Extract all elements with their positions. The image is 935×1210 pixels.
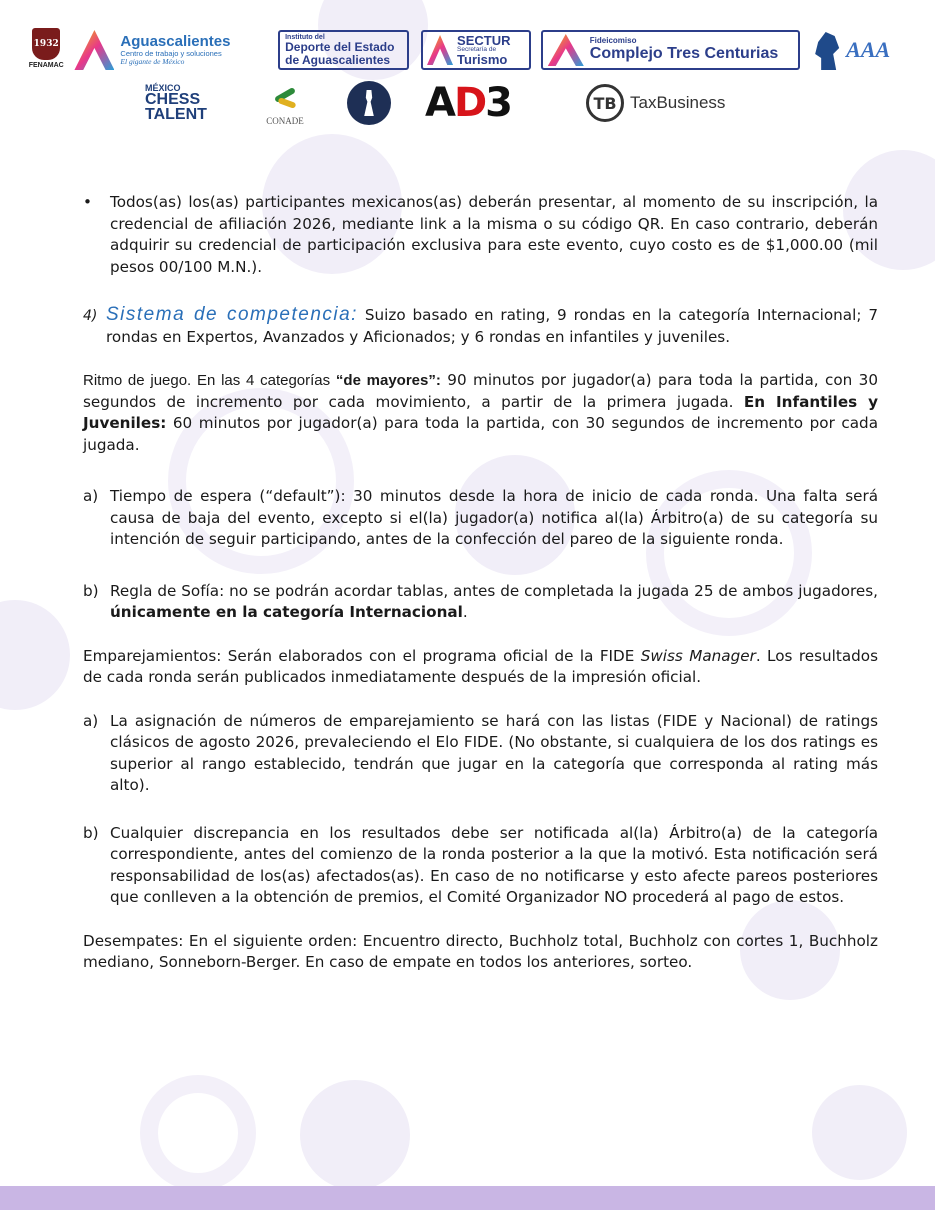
mct-line3: TALENT: [145, 106, 207, 124]
sectur-sub2: Turismo: [457, 52, 508, 68]
item-end: .: [462, 603, 468, 621]
sectur-sub: Secretaría de: [457, 45, 497, 53]
fide-logo: [339, 80, 399, 126]
ide-name-line2: de Aguascalientes: [285, 52, 391, 67]
item-marker: a): [83, 711, 99, 730]
item-asignacion-numeros: [83, 711, 878, 797]
sectur-name: SECTUR: [457, 32, 511, 48]
ritmo-bold-infantiles: En Infantiles y Juveniles:: [83, 392, 878, 432]
aguascalientes-name: Aguascalientes: [120, 33, 231, 51]
item-marker: a): [83, 487, 99, 505]
section-4-heading: Sistema de competencia:: [106, 304, 358, 325]
taxbusiness-logo: [586, 80, 766, 126]
sponsor-logos-row-2: [145, 78, 795, 128]
ritmo-p2: 90 minutos por jugador(a) para toda la partida, con 30 segundos de incremento por cada movimiento, a partir de la primera jugada.: [83, 371, 878, 411]
section-4-text: Suizo basado en rating, 9 rondas en la categoría Internacional; 7 rondas en Expertos, Avanzados y Aficionados; y 6 rondas en infantiles y juveniles.: [106, 306, 878, 346]
aaa-logo: [812, 28, 908, 72]
tres-centurias-name: Complejo Tres Centurias: [589, 44, 779, 62]
bg-circle: [812, 1085, 907, 1180]
item-marker: b): [83, 823, 99, 842]
ritmo-p3: 60 minutos por jugador(a) para toda la partida, con 30 segundos de incremento por cada jugada.: [83, 414, 878, 454]
bullet-text: Todos(as) los(as) participantes mexicanos(as) deberán presentar, al momento de su inscripción, la credencial de afiliación 2026, mediante link a la misma o su código QR. En caso contrario, deberán adquirir su credencial de participación exclusiva para este evento, cuyo costo es de $1,000.00 (mil pesos 00/100 M.N.).: [110, 193, 878, 276]
fenamac-shield-icon: 1932: [32, 28, 60, 60]
item-regla-sofia: [83, 581, 878, 624]
tres-centurias-logo: [541, 30, 800, 70]
desempates: Desempates: En el siguiente orden: Encuentro directo, Buchholz total, Buchholz con cortes 1, Buchholz mediano, Sonneborn-Berger. En caso de empate en todos los anteriores, sorteo.: [83, 931, 878, 971]
taxbusiness-mark-icon: TB: [586, 84, 624, 122]
ad3-a: A: [425, 80, 454, 126]
tres-centurias-a-icon: [548, 34, 584, 66]
mexico-chess-talent-logo: [145, 81, 225, 125]
ad3-logo: [425, 80, 560, 126]
ritmo-p1: Ritmo de juego. En las 4 categorías: [83, 372, 336, 389]
ide-name-line1: Deporte del Estado: [285, 40, 395, 55]
conade-logo: [255, 80, 315, 126]
section-4-marker: 4): [83, 308, 98, 324]
aaa-name: AAA: [846, 37, 891, 62]
mct-line2: CHESS: [145, 91, 201, 109]
aguascalientes-tagline: Centro de trabajo y soluciones: [120, 49, 222, 58]
item-bold: únicamente en la categoría Internacional: [110, 603, 463, 621]
bullet-marker: •: [83, 193, 92, 211]
bg-circle: [0, 600, 70, 710]
emparejamientos-p1: Emparejamientos: Serán elaborados con el programa oficial de la FIDE: [83, 646, 641, 665]
tres-centurias-small: Fideicomiso: [589, 36, 637, 46]
section-4-sistema: [83, 304, 878, 348]
conade-name: CONADE: [266, 116, 304, 126]
ad3-d: D: [453, 80, 486, 126]
item-text: La asignación de números de emparejamiento se hará con las listas (FIDE y Nacional) de ratings clásicos de agosto 2026, prevaleciendo el Elo FIDE. (No obstante, si cualquiera de los dos ratings es superior al rango establecido, tendrán que jugar en la categoría que corresponda al rating más alto).: [110, 711, 878, 794]
document-body: [83, 192, 878, 974]
emparejamientos-p2: . Los resultados de cada ronda serán publicados inmediatamente después de la impresión oficial.: [83, 646, 878, 686]
emparejamientos: [83, 646, 878, 689]
conade-runner-icon: [270, 88, 300, 114]
item-text: Regla de Sofía: no se podrán acordar tablas, antes de completada la jugada 25 de ambos jugadores,: [110, 581, 878, 600]
item-text: Tiempo de espera (“default”): 30 minutos desde la hora de inicio de cada ronda. Una falta será causa de baja del evento, excepto si el(la) jugador(a) notifica al(la) Árbitro(a) de su categoría su intención de seguir participando, antes de la confección del pareo de la siguiente ronda.: [110, 487, 878, 548]
fide-pawn-icon: [347, 81, 391, 125]
item-text: Cualquier discrepancia en los resultados debe ser notificada al(la) Árbitro(a) de la categoría correspondiente, antes del comienzo de la ronda posterior a la que la motivó. Esta notificación será responsabilidad de los(as) afectados(as). En caso de no notificarse y esto afecte pareos posteriores que conlleven a la obtención de premios, el Comité Organizador NO procederá al pago de estos.: [110, 823, 878, 906]
footer-bar: [0, 1186, 935, 1210]
ritmo-de-juego: [83, 370, 878, 456]
sectur-logo: [421, 30, 531, 70]
sectur-a-icon: [427, 35, 453, 65]
ad3-3: 3: [485, 80, 512, 126]
ritmo-bold-mayores: “de mayores”:: [335, 372, 441, 389]
item-discrepancia: [83, 823, 878, 909]
emparejamientos-swiss-manager: Swiss Manager: [640, 646, 756, 665]
ide-small: Instituto del: [285, 33, 325, 41]
mct-line1: MÉXICO: [145, 82, 181, 93]
aguascalientes-slogan: El gigante de México: [120, 56, 185, 66]
item-marker: b): [83, 581, 99, 600]
sponsor-logos-row-1: [28, 26, 908, 74]
bg-ring: [140, 1075, 256, 1191]
taxbusiness-name: TaxBusiness: [630, 93, 726, 112]
aguascalientes-logo: [74, 28, 266, 72]
bg-circle: [300, 1080, 410, 1190]
bullet-credencial: [83, 192, 878, 278]
ide-logo: [278, 30, 409, 70]
fenamac-name: FENAMAC: [28, 62, 64, 69]
item-tiempo-espera: [83, 486, 878, 551]
fenamac-logo: [28, 28, 64, 72]
aguascalientes-a-icon: [74, 30, 114, 70]
chess-knight-icon: [812, 30, 842, 70]
